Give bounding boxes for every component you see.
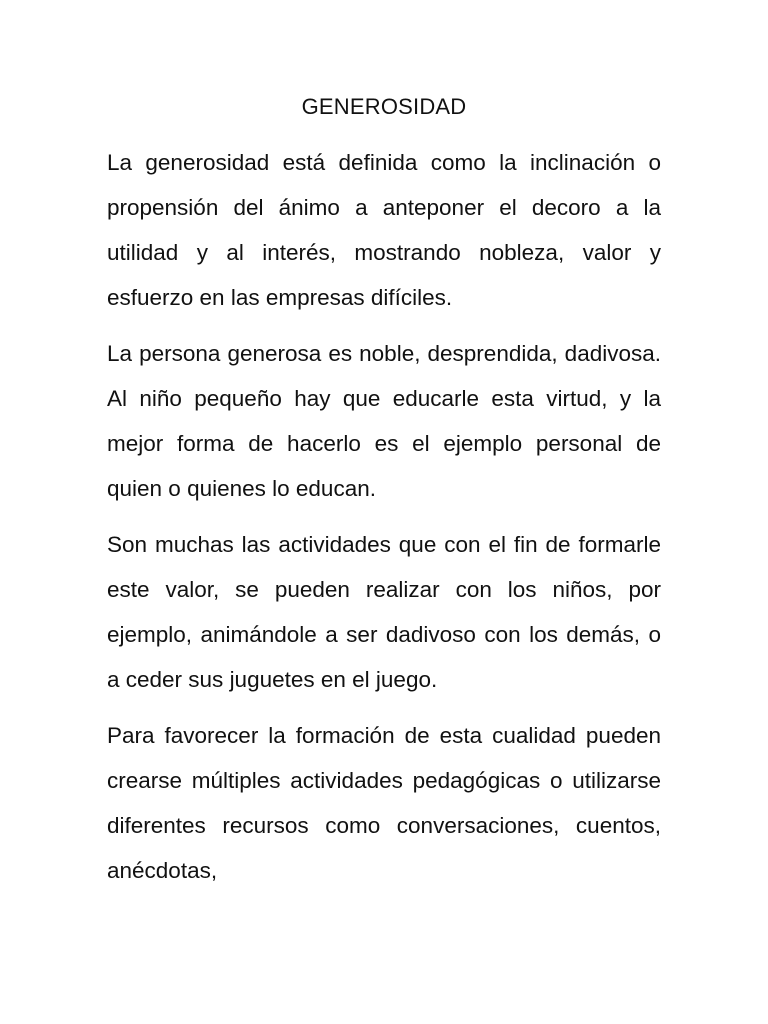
paragraph-1: La generosidad está definida como la inclinación o propensión del ánimo a anteponer el decoro a la utilidad y al interés, mostrando nobleza, valor y esfuerzo en las empresas difíciles. xyxy=(107,150,661,310)
document-body xyxy=(107,140,661,904)
paragraph-2: La persona generosa es noble, desprendida, dadivosa. Al niño pequeño hay que educarle esta virtud, y la mejor forma de hacerlo es el ejemplo personal de quien o quienes lo educan. xyxy=(107,341,661,501)
document-title: GENEROSIDAD xyxy=(301,94,467,119)
paragraph-4: Para favorecer la formación de esta cualidad pueden crearse múltiples actividades pedagógicas o utilizarse diferentes recursos como conversaciones, cuentos, anécdotas, xyxy=(107,723,661,883)
paragraph-3: Son muchas las actividades que con el fin de formarle este valor, se pueden realizar con los niños, por ejemplo, animándole a ser dadivoso con los demás, o a ceder sus juguetes en el juego. xyxy=(107,532,661,692)
